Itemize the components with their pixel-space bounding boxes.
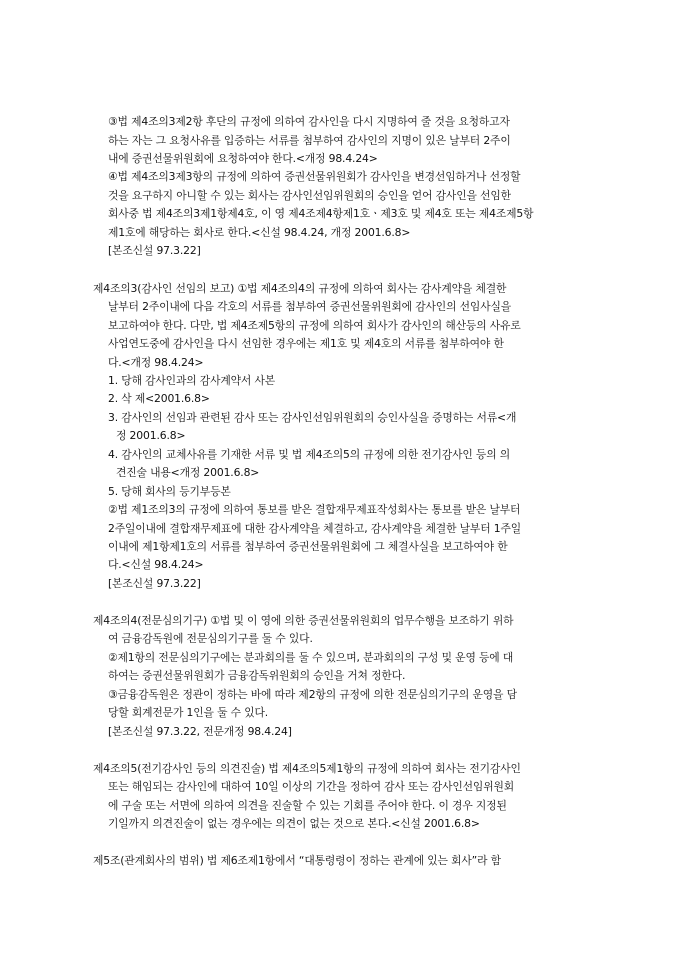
list-item-3-cont: 정 2001.6.8>: [116, 429, 186, 442]
list-item-5: 5. 당해 회사의 등기부등본: [108, 485, 231, 498]
para-4-4-3-line-2: 당할 회계전문가 1인을 둘 수 있다.: [108, 706, 269, 719]
article-4-5-line-3: 에 구술 또는 서면에 의하여 의견을 진술할 수 있는 기회를 주어야 한다. 이 경우 지정된: [108, 799, 507, 812]
amendment-note: [본조신설 97.3.22]: [108, 244, 201, 257]
para-4-3-2-line-4: 다.<신설 98.4.24>: [108, 558, 204, 571]
list-item-3: 3. 감사인의 선임과 관련된 감사 또는 감사인선임위원회의 승인사실을 증명하는 서류<개: [108, 411, 517, 424]
article-4-3-line-4: 사업연도중에 감사인을 다시 선임한 경우에는 제1호 및 제4호의 서류를 첨부하여야 한: [108, 337, 504, 350]
article-4-3-line-5: 다.<개정 98.4.24>: [108, 356, 204, 369]
para-4-4-3-line-1: ③금융감독원은 정관이 정하는 바에 따라 제2항의 규정에 의한 전문심의기구의 운영을 담: [108, 688, 517, 701]
article-4-4-heading: 제4조의4(전문심의기구) ①법 및 이 영에 의한 증권선물위원회의 업무수행을 보조하기 위하: [93, 614, 514, 627]
article-4-3-line-3: 보고하여야 한다. 다만, 법 제4조제5항의 규정에 의하여 회사가 감사인의 해산등의 사유로: [108, 319, 521, 332]
para-4-2-4-line-4: 제1호에 해당하는 회사로 한다.<신설 98.4.24, 개정 2001.6.8>: [108, 226, 411, 239]
para-4-2-3-line-1: ③법 제4조의3제2항 후단의 규정에 의하여 감사인을 다시 지명하여 줄 것을 요청하고자: [108, 115, 510, 128]
article-4-3-line-2: 날부터 2주이내에 다음 각호의 서류를 첨부하여 증권선물위원회에 감사인의 선임사실을: [108, 300, 512, 313]
para-4-2-4-line-1: ④법 제4조의3제3항의 규정에 의하여 증권선물위원회가 감사인을 변경선임하거나 선정할: [108, 170, 521, 183]
para-4-4-2-line-2: 하여는 증권선물위원회가 금융감독위원회의 승인을 거쳐 정한다.: [108, 669, 406, 682]
para-4-3-2-line-1: ②법 제1조의3의 규정에 의하여 통보를 받은 결합재무제표작성회사는 통보를 받은 날부터: [108, 503, 521, 516]
list-item-4-cont: 견진술 내용<개정 2001.6.8>: [116, 466, 260, 479]
para-4-2-3-line-2: 하는 자는 그 요청사유를 입증하는 서류를 첨부하여 감사인의 지명이 있은 날부터 2주이: [108, 134, 511, 147]
para-4-3-2-line-2: 2주일이내에 결합재무제표에 대한 감사계약을 체결하고, 감사계약을 체결한 날부터 1주일: [108, 522, 522, 535]
article-4-3-heading: 제4조의3(감사인 선임의 보고) ①법 제4조의4의 규정에 의하여 회사는 감사계약을 체결한: [93, 282, 507, 295]
para-4-2-3-line-3: 내에 증권선물위원회에 요청하여야 한다.<개정 98.4.24>: [108, 152, 378, 165]
article-4-5-line-4: 기일까지 의견진술이 없는 경우에는 의견이 없는 것으로 본다.<신설 2001.6.8>: [108, 817, 480, 830]
para-4-2-4-line-3: 회사중 법 제4조의3제1항제4호, 이 영 제4조제4항제1호ㆍ제3호 및 제4호 또는 제4조제5항: [108, 207, 534, 220]
para-4-3-2-line-3: 이내에 제1항제1호의 서류를 첨부하여 증권선물위원회에 그 체결사실을 보고하여야 한: [108, 540, 508, 553]
list-item-4: 4. 감사인의 교체사유를 기재한 서류 및 법 제4조의5의 규정에 의한 전기감사인 등의 의: [108, 448, 511, 461]
article-4-5-heading: 제4조의5(전기감사인 등의 의견진술) 법 제4조의5제1항의 규정에 의하여 회사는 전기감사인: [93, 762, 521, 775]
amendment-note: [본조신설 97.3.22, 전문개정 98.4.24]: [108, 725, 292, 738]
list-item-1: 1. 당해 감사인과의 감사계약서 사본: [108, 374, 276, 387]
amendment-note: [본조신설 97.3.22]: [108, 577, 201, 590]
article-4-4-line-2: 여 금융감독원에 전문심의기구를 둘 수 있다.: [108, 632, 313, 645]
para-4-4-2-line-1: ②제1항의 전문심의기구에는 분과회의를 둘 수 있으며, 분과회의의 구성 및 운영 등에 대: [108, 651, 514, 664]
article-5-heading: 제5조(관계회사의 범위) 법 제6조제1항에서 “대통령령이 정하는 관계에 있는 회사”라 함: [93, 854, 501, 867]
article-4-5-line-2: 또는 해임되는 감사인에 대하여 10일 이상의 기간을 정하여 감사 또는 감사인선임위원회: [108, 780, 515, 793]
list-item-2: 2. 삭 제<2001.6.8>: [108, 392, 210, 405]
para-4-2-4-line-2: 것을 요구하지 아니할 수 있는 회사는 감사인선임위원회의 승인을 얻어 감사인을 선임한: [108, 189, 511, 202]
